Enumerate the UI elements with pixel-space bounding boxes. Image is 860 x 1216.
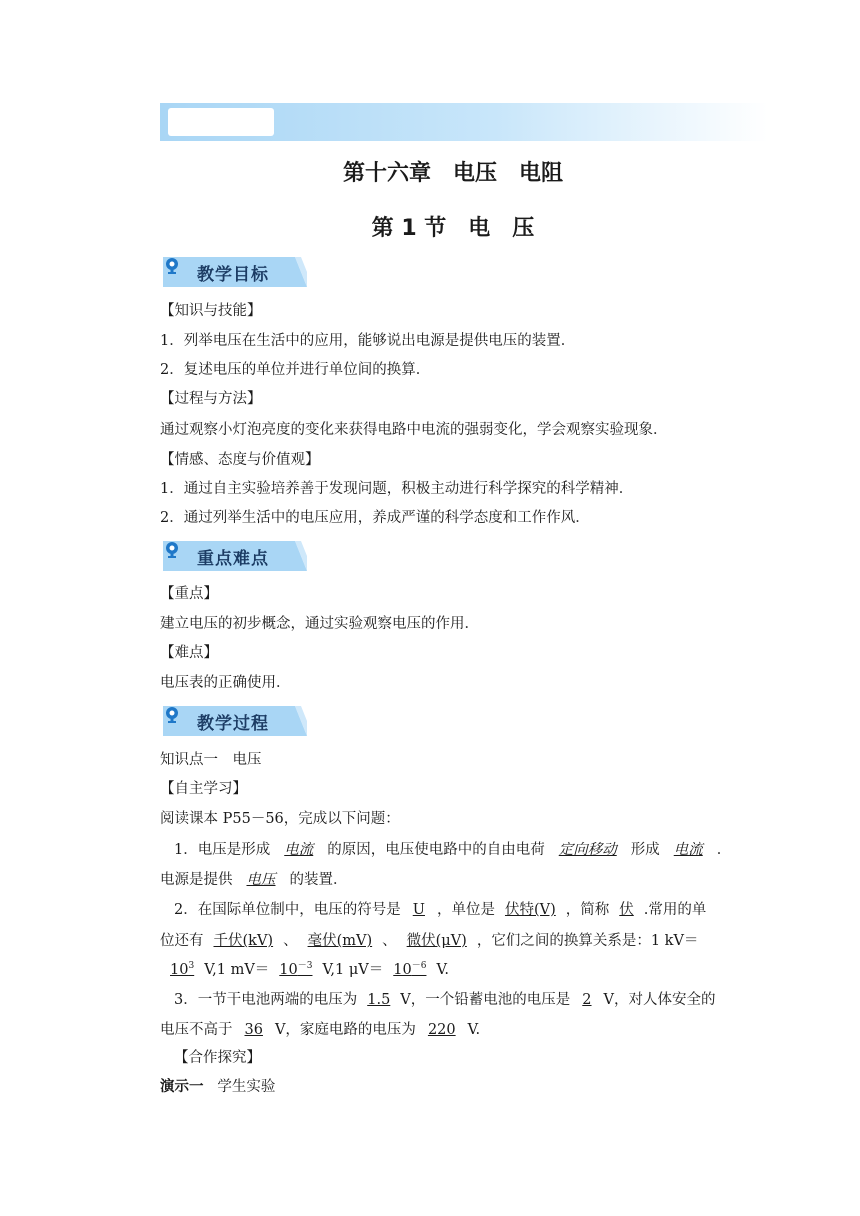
knowledge-item-1: 1．列举电压在生活中的应用，能够说出电源是提供电压的装置． — [160, 333, 576, 349]
question-1-line-1 — [174, 840, 731, 860]
banner-label: 教学过程 — [197, 714, 269, 734]
section-title: 第 1 节 电 压 — [371, 216, 535, 241]
q3-text: 3．一节干电池两端的电压为 — [174, 992, 358, 1008]
answer-blank — [383, 962, 436, 978]
answer-text: 电流 — [673, 842, 703, 858]
q1-text: ． — [716, 842, 732, 858]
banner-label: 重点难点 — [197, 549, 269, 569]
answer-blank — [609, 902, 644, 918]
q2-text: ，单位是 — [436, 902, 495, 918]
q2-text: V,1 mV＝ — [204, 962, 270, 978]
q3-text: V，一个铅蓄电池的电压是 — [400, 992, 571, 1008]
demo-line — [160, 1077, 275, 1097]
answer-text: U — [412, 902, 425, 918]
cooperation-heading: 【合作探究】 — [174, 1050, 261, 1066]
demo-text: 学生实验 — [217, 1079, 276, 1095]
answer-text: 伏特(V) — [504, 902, 556, 918]
answer-text: 220 — [427, 1022, 456, 1038]
answer-blank — [397, 933, 477, 949]
difficult-text: 电压表的正确使用． — [160, 675, 291, 691]
answer-blank — [660, 842, 717, 858]
q2-text: V. — [436, 962, 449, 978]
q3-text: V. — [467, 1022, 481, 1038]
chapter-title: 第十六章 电压 电阻 — [342, 161, 563, 186]
knowledge-heading: 【知识与技能】 — [160, 303, 262, 319]
question-3-line-2 — [160, 1020, 480, 1040]
q1-text: 1．电压是形成 — [174, 842, 271, 858]
answer-text: 毫伏(mV) — [307, 933, 373, 949]
answer-text: 1.5 — [367, 992, 391, 1008]
answer-blank — [545, 842, 631, 858]
answer-blank — [495, 902, 566, 918]
question-3-line-1 — [174, 990, 716, 1010]
q3-text: V，家庭电路的电压为 — [274, 1022, 416, 1038]
topic-heading: 知识点一 电压 — [160, 752, 262, 768]
answer-text: 36 — [244, 1022, 263, 1038]
answer-blank — [298, 933, 383, 949]
answer-text: 千伏(kV) — [213, 933, 274, 949]
question-2-line-2 — [160, 931, 698, 951]
q2-text: 位还有 — [160, 933, 204, 949]
answer-blank — [570, 992, 603, 1008]
trophy-icon — [163, 257, 181, 275]
header-decoration-bar — [160, 103, 768, 141]
answer-blank — [233, 1022, 275, 1038]
self-study-heading: 【自主学习】 — [160, 781, 247, 797]
banner-label: 教学目标 — [197, 265, 269, 285]
answer-text: 10 — [170, 962, 189, 978]
key-heading: 【重点】 — [160, 586, 218, 602]
trophy-icon — [163, 541, 181, 559]
question-1-line-2 — [160, 870, 348, 890]
q3-text: V，对人体安全的 — [603, 992, 716, 1008]
emotion-item-2: 2．通过列举生活中的电压应用，养成严谨的科学态度和工作作风． — [160, 510, 590, 526]
q2-text: 2．在国际单位制中，电压的符号是 — [174, 902, 401, 918]
answer-blank — [269, 962, 322, 978]
q2-text: ，简称 — [565, 902, 610, 918]
difficult-heading: 【难点】 — [160, 645, 218, 661]
answer-blank — [204, 933, 284, 949]
answer-exponent: －6 — [411, 961, 427, 971]
answer-blank — [401, 902, 437, 918]
process-method-item: 通过观察小灯泡亮度的变化来获得电路中电流的强弱变化，学会观察实验现象． — [160, 422, 668, 438]
question-2-line-1 — [174, 900, 706, 920]
answer-text: 2 — [582, 992, 592, 1008]
answer-blank — [160, 962, 204, 978]
trophy-icon — [163, 706, 181, 724]
banner-teaching-process — [163, 706, 307, 736]
q2-text: ，它们之间的换算关系是：1 kV＝ — [476, 933, 699, 949]
answer-blank — [357, 992, 400, 1008]
answer-text: 定向移动 — [558, 842, 617, 858]
header-label-box — [168, 108, 274, 136]
answer-text: 电流 — [284, 842, 314, 858]
answer-exponent: 3 — [188, 961, 195, 971]
q1-text: 的装置． — [289, 872, 348, 888]
answer-text: 电压 — [246, 872, 276, 888]
key-text: 建立电压的初步概念，通过实验观察电压的作用． — [160, 616, 479, 632]
answer-text: 10 — [279, 962, 298, 978]
q2-text: .常用的单 — [643, 902, 707, 918]
q1-text: 电源是提供 — [160, 872, 233, 888]
answer-text: 微伏(μV) — [406, 933, 467, 949]
question-2-line-3 — [160, 960, 449, 980]
answer-blank — [233, 872, 290, 888]
q1-text: 形成 — [630, 842, 660, 858]
q2-text: V,1 μV＝ — [322, 962, 384, 978]
answer-exponent: －3 — [297, 961, 313, 971]
reading-instruction: 阅读课本 P55－56，完成以下问题： — [160, 811, 400, 827]
q3-text: 电压不高于 — [160, 1022, 233, 1038]
answer-blank — [416, 1022, 468, 1038]
answer-text: 10 — [393, 962, 412, 978]
answer-text: 伏 — [619, 902, 634, 918]
q1-text: 的原因，电压使电路中的自由电荷 — [327, 842, 545, 858]
emotion-item-1: 1．通过自主实验培养善于发现问题，积极主动进行科学探究的科学精神． — [160, 481, 634, 497]
q2-text: 、 — [382, 933, 397, 949]
emotion-heading: 【情感、态度与价值观】 — [160, 452, 320, 468]
banner-key-points — [163, 541, 307, 571]
q2-text: 、 — [283, 933, 298, 949]
answer-blank — [270, 842, 327, 858]
knowledge-item-2: 2．复述电压的单位并进行单位间的换算． — [160, 362, 431, 378]
process-method-heading: 【过程与方法】 — [160, 391, 262, 407]
banner-teaching-goals — [163, 257, 307, 287]
demo-label: 演示一 — [160, 1079, 204, 1095]
